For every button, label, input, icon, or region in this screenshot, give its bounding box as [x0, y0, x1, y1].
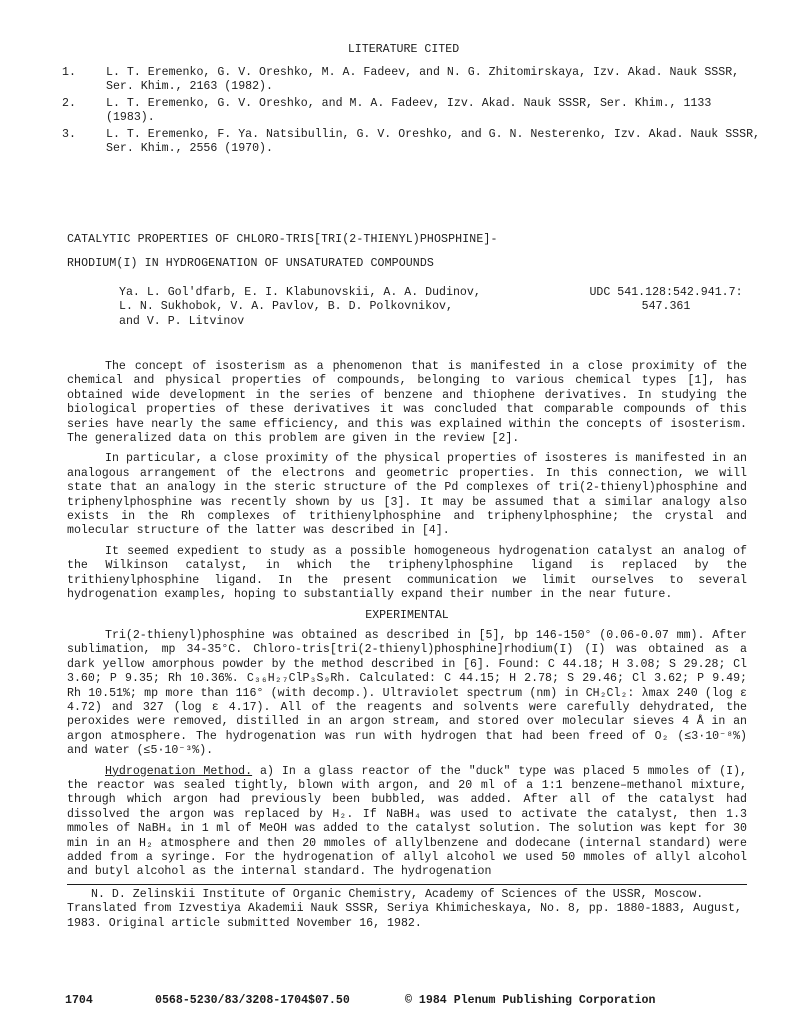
reference-text: L. T. Eremenko, G. V. Oreshko, M. A. Fadeev, and N. G. Zhitomirskaya, Izv. Akad. Nauk SSSR, Ser. Khim., 2163 (1982).	[106, 66, 740, 94]
reference-item	[62, 128, 762, 157]
footnote	[67, 888, 747, 931]
reference-number: 2.	[62, 96, 76, 110]
article-title	[67, 233, 767, 282]
article-title-line-2: RHODIUM(I) IN HYDROGENATION OF UNSATURATED COMPOUNDS	[67, 257, 434, 271]
article-code: 0568-5230/83/3208-1704$07.50	[155, 994, 350, 1007]
footnote-text: N. D. Zelinskii Institute of Organic Chemistry, Academy of Sciences of the USSR, Moscow. Translated from Izvestiya Akademii Nauk SSSR, Seriya Khimicheskaya, No. 8, pp. 1880-1883, August, 1983. Original article submitted November 16, 1982.	[67, 888, 742, 930]
authors-line-2: L. N. Sukhobok, V. A. Pavlov, B. D. Polkovnikov,	[119, 300, 453, 314]
method-text: a) In a glass reactor of the "duck" type was placed 5 mmoles of (I), the reactor was sealed tightly, blown with argon, and 20 ml of a 1:1 benzene–methanol mixture, through which argon had previously been bubbled, was added. After all of the catalyst had dissolved the argon was replaced by H₂. If NaBH₄ was used to activate the catalyst, then 1.3 mmoles of NaBH₄ in 1 ml of MeOH was added to the catalyst solution. The solution was kept for 30 min in an H₂ atmosphere and then 20 mmoles of allylbenzene and dodecane (internal standard) were added from a syringe. For the hydrogenation of allyl alcohol we used 50 mmoles of allyl alcohol and butyl alcohol as the internal standard. The hydrogenation	[67, 764, 748, 879]
udc-code	[576, 286, 756, 315]
udc-line-1: UDC 541.128:542.941.7:	[589, 286, 743, 299]
experimental-heading: EXPERIMENTAL	[365, 608, 449, 622]
reference-list	[62, 66, 762, 158]
authors-line-3: and V. P. Litvinov	[119, 314, 245, 328]
article-title-line-1: CATALYTIC PROPERTIES OF CHLORO-TRIS[TRI(2-THIENYL)PHOSPHINE]-	[67, 233, 498, 246]
paragraph-synthesis: Tri(2-thienyl)phosphine was obtained as described in [5], bp 146-150° (0.06-0.07 mm). After sublimation, mp 34-35°C. Chloro-tris[tri(2-thienyl)phosphine]rhodium(I) (I) was obtained as a dark yellow amorphous powder by the method described in [6]. Found: C 44.18; H 3.08; S 29.28; Cl 3.60; P 9.35; Rh 10.36%. C₃₆H₂₇ClP₃S₉Rh. Calculated: C 44.15; H 2.78; S 29.46; Cl 3.62; P 9.49; Rh 10.51%; mp more than 116° (with decomp.). Ultraviolet spectrum (nm) in CH₂Cl₂: λmax 240 (log ε 4.72) and 327 (log ε 4.17). All of the reagents and solvents were carefully dehydrated, the peroxides were removed, distilled in an argon stream, and stored over molecular sieves 4 Å in an argon atmosphere. The hydrogenation was run with hydrogen that had been freed of O₂ (≤3·10⁻⁸%) and water (≤5·10⁻³%).	[67, 628, 747, 758]
reference-text: L. T. Eremenko, G. V. Oreshko, and M. A. Fadeev, Izv. Akad. Nauk SSSR, Ser. Khim., 1133 (1983).	[106, 96, 712, 125]
method-label: Hydrogenation Method.	[105, 764, 253, 778]
author-list	[119, 286, 519, 329]
reference-item	[62, 97, 762, 126]
reference-number: 3.	[62, 127, 76, 141]
paragraph-isosterism: The concept of isosterism as a phenomenon that is manifested in a close proximity of the chemical and physical properties of compounds, belonging to various chemical types [1], has obtained wide development in the series of benzene and thiophene derivatives. In studying the biological properties of these derivatives it was concluded that comparable compounds of this series have nearly the same efficiency, and this was explained within the concepts of isosterism. The generalized data on this problem are given in the review [2].	[67, 360, 747, 446]
reference-item	[62, 66, 762, 95]
literature-cited-heading: LITERATURE CITED	[347, 43, 460, 56]
authors-line-1: Ya. L. Gol'dfarb, E. I. Klabunovskii, A. A. Dudinov,	[119, 286, 481, 299]
reference-number: 1.	[62, 66, 76, 79]
page-number: 1704	[65, 994, 93, 1007]
page-footer	[65, 994, 755, 1008]
reference-text: L. T. Eremenko, F. Ya. Natsibullin, G. V. Oreshko, and G. N. Nesterenko, Izv. Akad. Nauk SSSR, Ser. Khim., 2556 (1970).	[106, 127, 760, 156]
udc-line-2: 547.361	[641, 300, 691, 314]
article-body	[67, 360, 747, 886]
footnote-divider	[67, 884, 747, 885]
paragraph-hydrogenation-method	[67, 765, 747, 880]
copyright-notice: © 1984 Plenum Publishing Corporation	[405, 994, 656, 1007]
paragraph-wilkinson: It seemed expedient to study as a possible homogeneous hydrogenation catalyst an analog of the Wilkinson catalyst, in which the triphenylphosphine ligand is replaced by the trithienylphosphine ligand. In the present communication we limit ourselves to several hydrogenation examples, hoping to substantially expand their number in the near future.	[67, 544, 747, 602]
paragraph-analogy: In particular, a close proximity of the physical properties of isosteres is manifested in an analogous arrangement of the electrons and geometric properties. In this connection, we will state that an analogy in the steric structure of the Pd complexes of tri(2-thienyl)phosphine and triphenylphosphine was recently shown by us [3]. It may be assumed that a similar analogy also exists in the Rh complexes of trithienylphosphine and triphenylphosphine; the crystal and molecular structure of the latter was described in [4].	[67, 452, 747, 538]
